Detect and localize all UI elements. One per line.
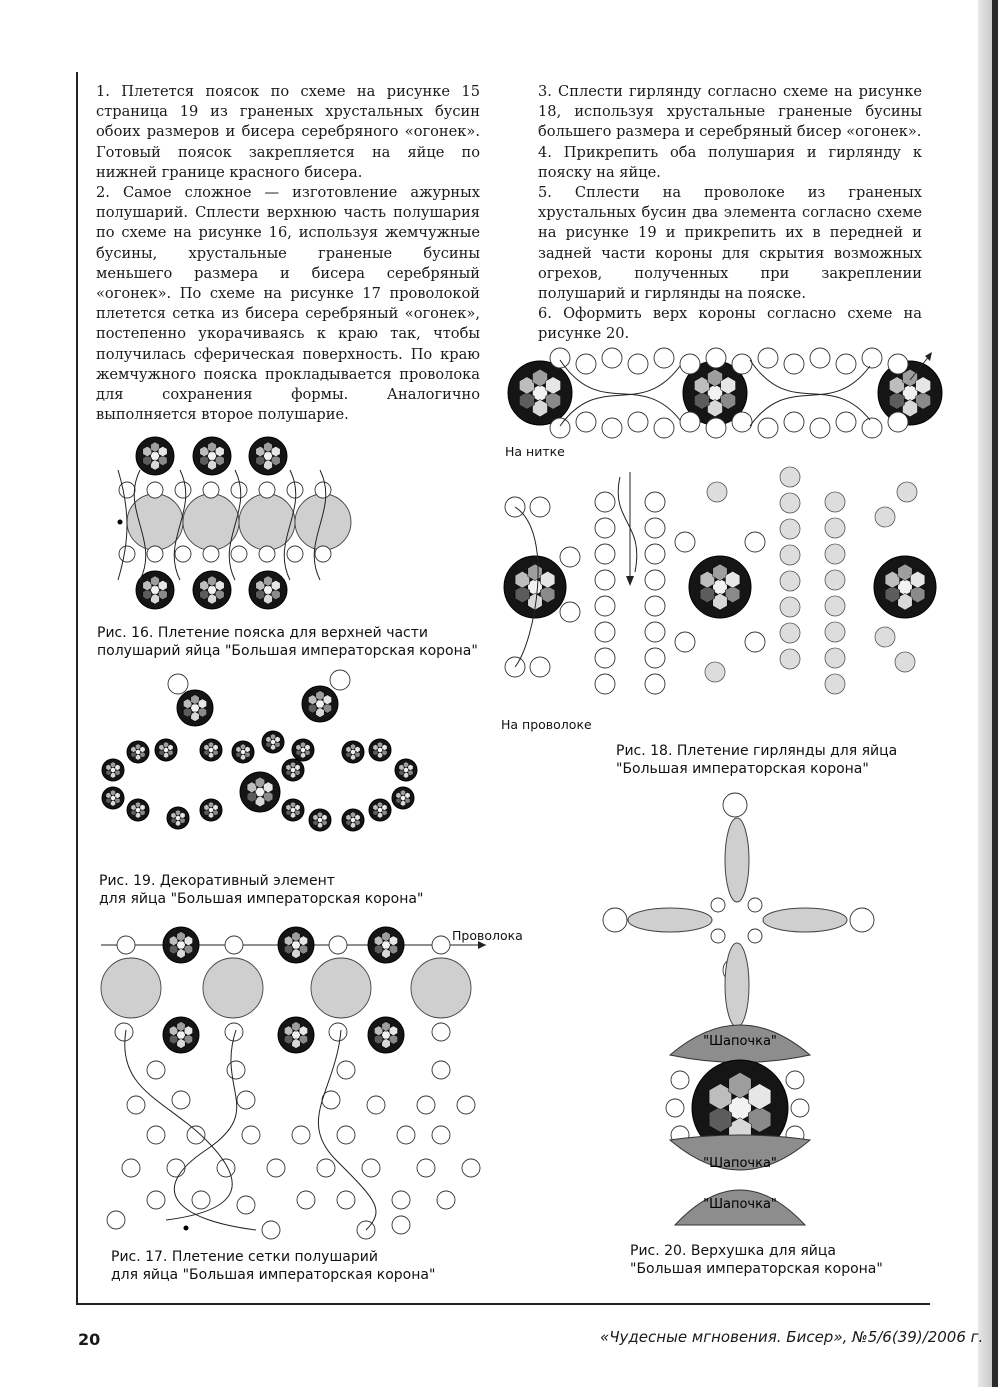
seed-bead	[836, 412, 856, 432]
seed-bead	[530, 497, 550, 517]
seed-bead	[147, 482, 163, 498]
seed-bead	[231, 482, 247, 498]
seed-bead	[530, 657, 550, 677]
paragraph-step-5: 5. Сплести на проволоке из граненых хрустальных бусин два элемента согласно схеме на рисунке 19 и прикрепить их в передней и задней части короны для скрытия возможных огрехов, полученных при закреплении полушарий и гирлянды на пояске.	[538, 184, 922, 303]
bead-dot	[780, 649, 800, 669]
facet	[140, 804, 145, 810]
seed-bead	[392, 1191, 410, 1209]
seed-bead	[337, 1191, 355, 1209]
seed-bead	[595, 518, 615, 538]
paragraph-step-1: 1. Плетется поясок по схеме на рисунке 15 страница 19 из граненых хрустальных бусин обоих размеров и бисера серебряного «огонек». Готовый поясок закрепляется на яйце по нижней границе красного бисера.	[96, 83, 480, 181]
facet	[184, 936, 192, 946]
seed-bead	[748, 898, 762, 912]
facet	[213, 804, 218, 810]
seed-bead	[330, 670, 350, 690]
facet	[316, 708, 324, 718]
thread-end	[184, 1226, 189, 1231]
facet	[158, 580, 167, 590]
seed-bead	[645, 492, 665, 512]
bead-dot	[875, 507, 895, 527]
bead-dot	[780, 597, 800, 617]
seed-bead	[862, 418, 882, 438]
seed-bead	[711, 898, 725, 912]
seed-bead	[603, 908, 627, 932]
figure-19-decorative-element	[98, 670, 428, 850]
seed-bead	[227, 1061, 245, 1079]
facet	[183, 699, 191, 709]
seed-bead	[267, 1159, 285, 1177]
seed-bead	[259, 482, 275, 498]
figure-17-net-diagram	[96, 920, 486, 1240]
facet	[215, 446, 224, 456]
figure-19-caption	[99, 872, 423, 908]
pearl-bead	[295, 494, 351, 550]
facet	[115, 792, 120, 798]
facet	[405, 792, 410, 798]
figure-18-garland-wire-diagram	[495, 462, 945, 717]
seed-bead	[262, 1221, 280, 1239]
seed-bead	[758, 348, 778, 368]
seed-bead	[147, 546, 163, 562]
facet	[305, 744, 310, 750]
facet	[316, 691, 324, 701]
cap-label-top: "Шапочка"	[703, 1034, 777, 1049]
facet	[292, 949, 300, 959]
seed-bead	[654, 348, 674, 368]
seed-bead	[337, 1126, 355, 1144]
facet	[177, 949, 185, 959]
seed-bead	[862, 348, 882, 368]
facet	[322, 814, 327, 820]
pearl-bead	[239, 494, 295, 550]
figure-20-caption	[630, 1242, 883, 1278]
seed-bead	[671, 1071, 689, 1089]
seed-bead	[576, 412, 596, 432]
bead-dot	[825, 492, 845, 512]
bead-dot	[780, 493, 800, 513]
seed-bead	[432, 936, 450, 954]
seed-bead	[666, 1099, 684, 1117]
bead-dot	[825, 622, 845, 642]
bead-dot	[825, 596, 845, 616]
seed-bead	[397, 1126, 415, 1144]
facet	[245, 746, 250, 752]
drop-bead	[763, 908, 847, 932]
seed-bead	[732, 412, 752, 432]
seed-bead	[560, 547, 580, 567]
pearl-bead	[311, 958, 371, 1018]
seed-bead	[315, 482, 331, 498]
seed-bead	[675, 532, 695, 552]
facet	[264, 782, 273, 793]
pearl-bead	[127, 494, 183, 550]
bead-dot	[825, 544, 845, 564]
bead-dot	[825, 648, 845, 668]
facet	[158, 446, 167, 456]
seed-bead	[168, 674, 188, 694]
facet	[299, 1026, 307, 1036]
bead-dot	[825, 570, 845, 590]
seed-bead	[680, 412, 700, 432]
paragraph-step-3: 3. Сплести гирлянду согласно схеме на рисунке 18, используя хрустальные граненые бусины большего размера и серебряный бисер «огонек».	[538, 83, 922, 141]
facet	[374, 1026, 382, 1036]
seed-bead	[550, 418, 570, 438]
seed-bead	[791, 1099, 809, 1117]
seed-bead	[119, 546, 135, 562]
figure-16-belt-diagram	[100, 430, 345, 620]
seed-bead	[786, 1071, 804, 1089]
caption-line: для яйца "Большая императорская корона"	[99, 891, 424, 907]
seed-bead	[645, 518, 665, 538]
seed-bead	[810, 348, 830, 368]
caption-line: Рис. 20. Верхушка для яйца	[630, 1243, 836, 1259]
seed-bead	[367, 1096, 385, 1114]
seed-bead	[595, 570, 615, 590]
seed-bead	[745, 532, 765, 552]
seed-bead	[645, 622, 665, 642]
figure-17-wire-label: Проволока	[452, 928, 523, 943]
facet	[292, 1039, 300, 1049]
bead-dot	[780, 467, 800, 487]
arrow-head	[626, 576, 634, 586]
facet	[271, 446, 280, 456]
facet	[115, 764, 120, 770]
drop-bead	[628, 908, 712, 932]
facet	[408, 764, 413, 770]
seed-bead	[645, 648, 665, 668]
facet	[275, 736, 280, 742]
facet	[143, 455, 152, 465]
page-edge-dark	[992, 0, 998, 1387]
seed-bead	[645, 674, 665, 694]
seed-bead	[576, 354, 596, 374]
seed-bead	[675, 632, 695, 652]
drop-bead	[725, 818, 749, 902]
seed-bead	[167, 1159, 185, 1177]
seed-bead	[287, 546, 303, 562]
facet	[292, 932, 300, 942]
seed-bead	[315, 546, 331, 562]
seed-bead	[595, 596, 615, 616]
bead-dot	[825, 518, 845, 538]
bead-dot	[895, 652, 915, 672]
seed-bead	[225, 936, 243, 954]
pearl-bead	[101, 958, 161, 1018]
facet	[256, 589, 265, 599]
seed-bead	[732, 354, 752, 374]
facet	[292, 1022, 300, 1032]
facet	[382, 1022, 390, 1032]
cap-label-bottom: "Шапочка"	[703, 1197, 777, 1212]
caption-line: Рис. 17. Плетение сетки полушарий	[111, 1249, 378, 1265]
seed-bead	[259, 546, 275, 562]
facet	[355, 746, 360, 752]
paragraph-step-6: 6. Оформить верх короны согласно схеме на рисунке 20.	[538, 305, 922, 343]
facet	[284, 1026, 292, 1036]
facet	[355, 814, 360, 820]
caption-line: Рис. 18. Плетение гирлянды для яйца	[616, 743, 898, 759]
facet	[299, 936, 307, 946]
facet	[382, 932, 390, 942]
seed-bead	[127, 1096, 145, 1114]
seed-bead	[187, 1126, 205, 1144]
bead-dot	[825, 674, 845, 694]
thread-end	[118, 520, 123, 525]
facet	[382, 949, 390, 959]
seed-bead	[329, 936, 347, 954]
facet	[382, 744, 387, 750]
seed-bead	[711, 929, 725, 943]
seed-bead	[706, 418, 726, 438]
seed-bead	[745, 632, 765, 652]
bead-dot	[780, 571, 800, 591]
seed-bead	[645, 544, 665, 564]
seed-bead	[107, 1211, 125, 1229]
seed-bead	[595, 674, 615, 694]
bead-dot	[780, 545, 800, 565]
facet	[284, 936, 292, 946]
facet	[140, 746, 145, 752]
seed-bead	[175, 546, 191, 562]
facet	[191, 712, 199, 722]
facet	[177, 1022, 185, 1032]
facet	[169, 1026, 177, 1036]
drop-bead	[725, 943, 749, 1027]
caption-line: полушарий яйца "Большая императорская корона"	[97, 643, 478, 659]
figure-18-thread-label: На нитке	[505, 444, 565, 459]
paragraph-step-4: 4. Прикрепить оба полушария и гирлянду к пояску на яйце.	[538, 143, 922, 181]
running-title: «Чудесные мгновения. Бисер», №5/6(39)/2006 г.	[600, 1328, 984, 1346]
seed-bead	[337, 1061, 355, 1079]
facet	[213, 744, 218, 750]
figure-18-caption	[616, 742, 897, 778]
facet	[295, 764, 300, 770]
seed-bead	[175, 482, 191, 498]
right-text-column	[538, 82, 922, 345]
figure-20-crown-top-diagram	[600, 790, 880, 1230]
facet	[184, 1026, 192, 1036]
figure-17-caption	[111, 1248, 435, 1284]
seed-bead	[432, 1061, 450, 1079]
paragraph-step-2: 2. Самое сложное — изготовление ажурных полушарий. Сплести верхнюю часть полушария по схеме на рисунке 16, используя жемчужные бусины, хрустальные граненые бусины меньшего размера и бисера серебряный «огонек». По схеме на рисунке 17 проволокой плетется сетка из бисера серебряный «огонек», постепенно укорачиваясь к краю так, чтобы получилась сферическая поверхность. По краю жемчужного пояска прокладывается проволока для сохранения формы. Аналогично выполняется второе полушарие.	[96, 184, 480, 424]
seed-bead	[147, 1061, 165, 1079]
facet	[389, 1026, 397, 1036]
seed-bead	[329, 1023, 347, 1041]
seed-bead	[231, 546, 247, 562]
seed-bead	[850, 908, 874, 932]
seed-bead	[292, 1126, 310, 1144]
seed-bead	[392, 1216, 410, 1234]
seed-bead	[595, 544, 615, 564]
caption-line: Рис. 16. Плетение пояска для верхней части	[97, 625, 429, 641]
pearl-bead	[411, 958, 471, 1018]
facet	[389, 936, 397, 946]
facet	[215, 580, 224, 590]
seed-bead	[147, 1126, 165, 1144]
bead-dot	[705, 662, 725, 682]
left-margin-rule	[76, 72, 78, 1304]
facet	[169, 936, 177, 946]
page-number: 20	[78, 1330, 101, 1349]
facet	[168, 744, 173, 750]
seed-bead	[595, 622, 615, 642]
caption-line: Рис. 19. Декоративный элемент	[99, 873, 335, 889]
seed-bead	[432, 1126, 450, 1144]
facet	[200, 589, 209, 599]
seed-bead	[602, 418, 622, 438]
seed-bead	[147, 1191, 165, 1209]
seed-bead	[560, 602, 580, 622]
bead-dot	[875, 627, 895, 647]
seed-bead	[723, 793, 747, 817]
pearl-bead	[203, 958, 263, 1018]
facet	[382, 804, 387, 810]
seed-bead	[217, 1159, 235, 1177]
facet	[271, 580, 280, 590]
bead-dot	[780, 519, 800, 539]
seed-bead	[417, 1159, 435, 1177]
seed-bead	[122, 1159, 140, 1177]
seed-bead	[810, 418, 830, 438]
seed-bead	[758, 418, 778, 438]
seed-bead	[654, 418, 674, 438]
seed-bead	[784, 412, 804, 432]
bead-dot	[780, 623, 800, 643]
figure-18-wire-label: На проволоке	[501, 717, 592, 732]
seed-bead	[117, 936, 135, 954]
seed-bead	[645, 596, 665, 616]
facet	[323, 695, 331, 705]
seed-bead	[437, 1191, 455, 1209]
seed-bead	[362, 1159, 380, 1177]
caption-line: "Большая императорская корона"	[616, 761, 869, 777]
seed-bead	[888, 354, 908, 374]
cap-label-middle: "Шапочка"	[703, 1156, 777, 1171]
facet	[191, 695, 199, 705]
facet	[198, 699, 206, 709]
facet	[143, 589, 152, 599]
seed-bead	[192, 1191, 210, 1209]
facet	[180, 812, 185, 818]
seed-bead	[628, 354, 648, 374]
left-text-column	[96, 82, 480, 425]
facet	[295, 804, 300, 810]
seed-bead	[645, 570, 665, 590]
caption-line: "Большая императорская корона"	[630, 1261, 883, 1277]
facet	[200, 455, 209, 465]
seed-bead	[595, 648, 615, 668]
seed-bead	[628, 412, 648, 432]
seed-bead	[172, 1091, 190, 1109]
seed-bead	[237, 1091, 255, 1109]
seed-bead	[242, 1126, 260, 1144]
seed-bead	[836, 354, 856, 374]
facet	[308, 695, 316, 705]
seed-bead	[706, 348, 726, 368]
seed-bead	[317, 1159, 335, 1177]
seed-bead	[203, 546, 219, 562]
facet	[256, 455, 265, 465]
seed-bead	[203, 482, 219, 498]
facet	[374, 936, 382, 946]
seed-bead	[237, 1196, 255, 1214]
facet	[382, 1039, 390, 1049]
caption-line: для яйца "Большая императорская корона"	[111, 1267, 436, 1283]
footer-rule	[76, 1303, 930, 1305]
seed-bead	[784, 354, 804, 374]
seed-bead	[748, 929, 762, 943]
seed-bead	[888, 412, 908, 432]
seed-bead	[462, 1159, 480, 1177]
seed-bead	[432, 1023, 450, 1041]
seed-bead	[595, 492, 615, 512]
seed-bead	[457, 1096, 475, 1114]
seed-bead	[297, 1191, 315, 1209]
facet	[177, 1039, 185, 1049]
seed-bead	[602, 348, 622, 368]
bead-dot	[897, 482, 917, 502]
seed-bead	[417, 1096, 435, 1114]
seed-bead	[115, 1023, 133, 1041]
facet	[177, 932, 185, 942]
seed-bead	[550, 348, 570, 368]
seed-bead	[680, 354, 700, 374]
bead-dot	[707, 482, 727, 502]
figure-18-garland-thread-diagram	[500, 340, 945, 445]
figure-16-caption	[97, 624, 478, 660]
